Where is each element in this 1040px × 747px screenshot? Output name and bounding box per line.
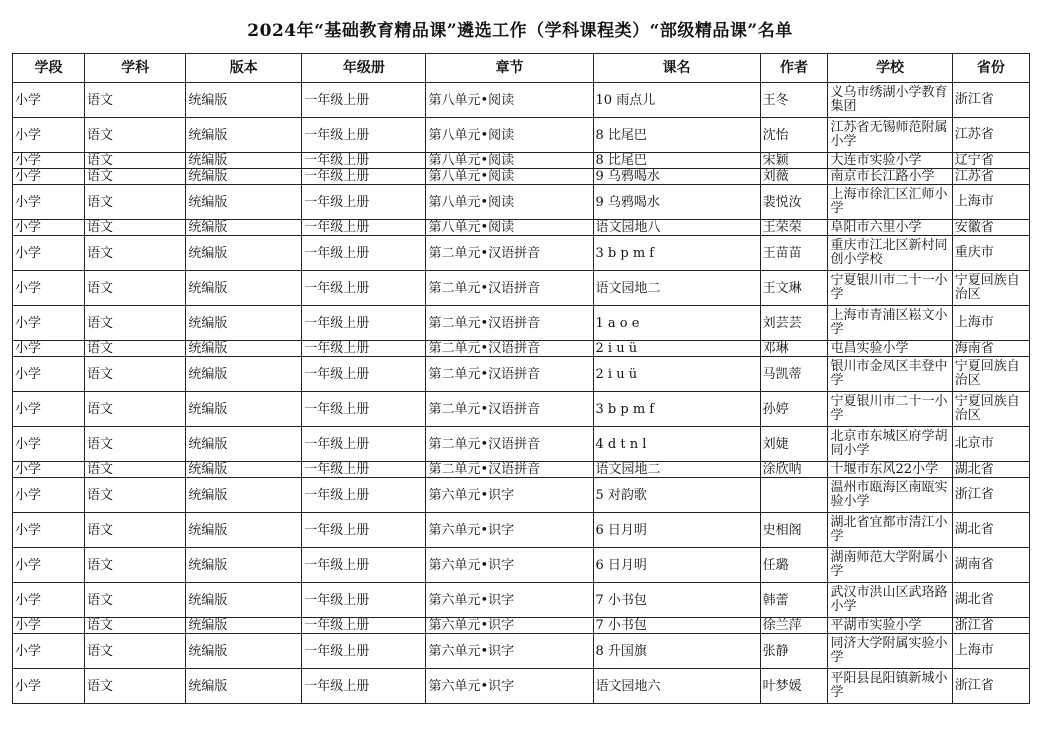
cell-lesson-name: 10 雨点儿 [593, 83, 760, 118]
cell-province: 重庆市 [952, 236, 1029, 271]
cell-grade-volume: 一年级上册 [302, 583, 426, 618]
cell-grade-volume: 一年级上册 [302, 236, 426, 271]
cell-stage: 小学 [13, 118, 85, 153]
cell-author: 刘芸芸 [760, 306, 828, 341]
cell-author: 沈怡 [760, 118, 828, 153]
cell-province: 浙江省 [952, 478, 1029, 513]
cell-lesson-name: 9 乌鸦喝水 [593, 169, 760, 185]
cell-edition: 统编版 [186, 220, 302, 236]
cell-stage: 小学 [13, 185, 85, 220]
cell-school: 义乌市绣湖小学教育集团 [828, 83, 952, 118]
cell-grade-volume: 一年级上册 [302, 271, 426, 306]
cell-province: 江苏省 [952, 169, 1029, 185]
cell-subject: 语文 [85, 478, 186, 513]
cell-school: 江苏省无锡师范附属小学 [828, 118, 952, 153]
cell-school: 同济大学附属实验小学 [828, 634, 952, 669]
page-title: 2024年“基础教育精品课”遴选工作（学科课程类）“部级精品课”名单 [247, 21, 793, 41]
cell-grade-volume: 一年级上册 [302, 618, 426, 634]
cell-edition: 统编版 [186, 392, 302, 427]
cell-lesson-name: 语文园地二 [593, 271, 760, 306]
cell-lesson-name: 7 小书包 [593, 618, 760, 634]
course-list-table [12, 53, 1030, 704]
cell-subject: 语文 [85, 306, 186, 341]
cell-province: 浙江省 [952, 83, 1029, 118]
cell-edition: 统编版 [186, 153, 302, 169]
cell-edition: 统编版 [186, 462, 302, 478]
table-row [13, 634, 1030, 669]
cell-chapter: 第二单元•汉语拼音 [426, 341, 593, 357]
cell-stage: 小学 [13, 83, 85, 118]
cell-province: 上海市 [952, 185, 1029, 220]
cell-stage: 小学 [13, 357, 85, 392]
table-row [13, 478, 1030, 513]
cell-grade-volume: 一年级上册 [302, 169, 426, 185]
cell-author: 宋颖 [760, 153, 828, 169]
table-row [13, 583, 1030, 618]
cell-lesson-name: 8 升国旗 [593, 634, 760, 669]
cell-grade-volume: 一年级上册 [302, 306, 426, 341]
cell-grade-volume: 一年级上册 [302, 478, 426, 513]
cell-grade-volume: 一年级上册 [302, 392, 426, 427]
cell-subject: 语文 [85, 118, 186, 153]
cell-subject: 语文 [85, 271, 186, 306]
cell-edition: 统编版 [186, 118, 302, 153]
cell-lesson-name: 语文园地八 [593, 220, 760, 236]
cell-chapter: 第六单元•识字 [426, 669, 593, 704]
cell-province: 北京市 [952, 427, 1029, 462]
cell-school: 宁夏银川市二十一小学 [828, 392, 952, 427]
cell-author: 孙婷 [760, 392, 828, 427]
cell-author: 韩蕾 [760, 583, 828, 618]
cell-grade-volume: 一年级上册 [302, 634, 426, 669]
cell-chapter: 第八单元•阅读 [426, 118, 593, 153]
cell-chapter: 第六单元•识字 [426, 478, 593, 513]
cell-grade-volume: 一年级上册 [302, 341, 426, 357]
table-row [13, 306, 1030, 341]
cell-author: 王荣荣 [760, 220, 828, 236]
cell-stage: 小学 [13, 669, 85, 704]
cell-school: 平湖市实验小学 [828, 618, 952, 634]
header-school: 学校 [828, 54, 952, 83]
cell-edition: 统编版 [186, 513, 302, 548]
cell-stage: 小学 [13, 271, 85, 306]
cell-grade-volume: 一年级上册 [302, 669, 426, 704]
header-edition: 版本 [186, 54, 302, 83]
cell-province: 上海市 [952, 306, 1029, 341]
cell-subject: 语文 [85, 220, 186, 236]
cell-province: 江苏省 [952, 118, 1029, 153]
cell-lesson-name: 6 日月明 [593, 513, 760, 548]
cell-chapter: 第八单元•阅读 [426, 83, 593, 118]
cell-stage: 小学 [13, 634, 85, 669]
table-row [13, 169, 1030, 185]
cell-author: 叶梦媛 [760, 669, 828, 704]
cell-stage: 小学 [13, 169, 85, 185]
cell-lesson-name: 6 日月明 [593, 548, 760, 583]
table-row [13, 618, 1030, 634]
cell-stage: 小学 [13, 427, 85, 462]
cell-grade-volume: 一年级上册 [302, 185, 426, 220]
cell-author: 史相阁 [760, 513, 828, 548]
cell-author: 邓琳 [760, 341, 828, 357]
cell-lesson-name: 2 i u ü [593, 341, 760, 357]
cell-chapter: 第六单元•识字 [426, 618, 593, 634]
cell-school: 南京市长江路小学 [828, 169, 952, 185]
cell-lesson-name: 语文园地二 [593, 462, 760, 478]
cell-province: 上海市 [952, 634, 1029, 669]
cell-school: 湖北省宜都市清江小学 [828, 513, 952, 548]
cell-school: 上海市青浦区崧文小学 [828, 306, 952, 341]
cell-school: 武汉市洪山区武珞路小学 [828, 583, 952, 618]
cell-chapter: 第二单元•汉语拼音 [426, 271, 593, 306]
cell-subject: 语文 [85, 427, 186, 462]
table-row [13, 153, 1030, 169]
table-row [13, 513, 1030, 548]
cell-stage: 小学 [13, 236, 85, 271]
cell-edition: 统编版 [186, 634, 302, 669]
cell-edition: 统编版 [186, 169, 302, 185]
cell-stage: 小学 [13, 618, 85, 634]
cell-subject: 语文 [85, 236, 186, 271]
cell-subject: 语文 [85, 462, 186, 478]
cell-author: 王文琳 [760, 271, 828, 306]
cell-subject: 语文 [85, 341, 186, 357]
cell-stage: 小学 [13, 220, 85, 236]
cell-school: 重庆市江北区新村同创小学校 [828, 236, 952, 271]
cell-stage: 小学 [13, 306, 85, 341]
cell-chapter: 第二单元•汉语拼音 [426, 357, 593, 392]
cell-chapter: 第八单元•阅读 [426, 153, 593, 169]
cell-province: 湖北省 [952, 583, 1029, 618]
cell-stage: 小学 [13, 583, 85, 618]
cell-edition: 统编版 [186, 306, 302, 341]
table-row [13, 83, 1030, 118]
cell-lesson-name: 1 a o e [593, 306, 760, 341]
cell-lesson-name: 9 乌鸦喝水 [593, 185, 760, 220]
cell-school: 十堰市东风22小学 [828, 462, 952, 478]
cell-province: 辽宁省 [952, 153, 1029, 169]
cell-chapter: 第八单元•阅读 [426, 220, 593, 236]
cell-edition: 统编版 [186, 236, 302, 271]
cell-grade-volume: 一年级上册 [302, 427, 426, 462]
cell-author: 刘薇 [760, 169, 828, 185]
cell-stage: 小学 [13, 548, 85, 583]
cell-author: 裴悦汝 [760, 185, 828, 220]
cell-school: 温州市瓯海区南瓯实验小学 [828, 478, 952, 513]
header-author: 作者 [760, 54, 828, 83]
cell-school: 宁夏银川市二十一小学 [828, 271, 952, 306]
cell-grade-volume: 一年级上册 [302, 462, 426, 478]
cell-grade-volume: 一年级上册 [302, 153, 426, 169]
header-province: 省份 [952, 54, 1029, 83]
cell-chapter: 第六单元•识字 [426, 548, 593, 583]
cell-author [760, 478, 828, 513]
cell-edition: 统编版 [186, 357, 302, 392]
cell-grade-volume: 一年级上册 [302, 83, 426, 118]
cell-province: 安徽省 [952, 220, 1029, 236]
cell-school: 阜阳市六里小学 [828, 220, 952, 236]
cell-subject: 语文 [85, 185, 186, 220]
cell-edition: 统编版 [186, 669, 302, 704]
cell-school: 银川市金凤区丰登中学 [828, 357, 952, 392]
cell-author: 马凯蒂 [760, 357, 828, 392]
cell-edition: 统编版 [186, 341, 302, 357]
cell-chapter: 第六单元•识字 [426, 583, 593, 618]
cell-lesson-name: 8 比尾巴 [593, 118, 760, 153]
cell-chapter: 第二单元•汉语拼音 [426, 427, 593, 462]
cell-school: 上海市徐汇区汇师小学 [828, 185, 952, 220]
cell-edition: 统编版 [186, 618, 302, 634]
table-row [13, 548, 1030, 583]
cell-grade-volume: 一年级上册 [302, 118, 426, 153]
header-grade-volume: 年级册 [302, 54, 426, 83]
cell-edition: 统编版 [186, 271, 302, 306]
cell-subject: 语文 [85, 169, 186, 185]
cell-chapter: 第二单元•汉语拼音 [426, 236, 593, 271]
cell-province: 海南省 [952, 341, 1029, 357]
cell-subject: 语文 [85, 634, 186, 669]
cell-province: 湖南省 [952, 548, 1029, 583]
cell-school: 北京市东城区府学胡同小学 [828, 427, 952, 462]
table-row [13, 118, 1030, 153]
table-row [13, 462, 1030, 478]
cell-subject: 语文 [85, 618, 186, 634]
cell-author: 王苗苗 [760, 236, 828, 271]
table-row [13, 341, 1030, 357]
table-row [13, 185, 1030, 220]
cell-chapter: 第八单元•阅读 [426, 169, 593, 185]
cell-chapter: 第二单元•汉语拼音 [426, 306, 593, 341]
cell-chapter: 第二单元•汉语拼音 [426, 462, 593, 478]
cell-lesson-name: 2 i u ü [593, 357, 760, 392]
cell-grade-volume: 一年级上册 [302, 357, 426, 392]
cell-stage: 小学 [13, 392, 85, 427]
cell-school: 平阳县昆阳镇新城小学 [828, 669, 952, 704]
cell-chapter: 第八单元•阅读 [426, 185, 593, 220]
header-stage: 学段 [13, 54, 85, 83]
cell-edition: 统编版 [186, 478, 302, 513]
cell-province: 湖北省 [952, 513, 1029, 548]
cell-subject: 语文 [85, 669, 186, 704]
cell-grade-volume: 一年级上册 [302, 548, 426, 583]
cell-school: 屯昌实验小学 [828, 341, 952, 357]
cell-grade-volume: 一年级上册 [302, 220, 426, 236]
cell-author: 徐兰萍 [760, 618, 828, 634]
cell-subject: 语文 [85, 513, 186, 548]
cell-province: 浙江省 [952, 618, 1029, 634]
cell-stage: 小学 [13, 462, 85, 478]
cell-stage: 小学 [13, 341, 85, 357]
cell-grade-volume: 一年级上册 [302, 513, 426, 548]
table-row [13, 357, 1030, 392]
cell-edition: 统编版 [186, 427, 302, 462]
cell-province: 宁夏回族自治区 [952, 357, 1029, 392]
cell-author: 王冬 [760, 83, 828, 118]
cell-stage: 小学 [13, 478, 85, 513]
cell-chapter: 第六单元•识字 [426, 513, 593, 548]
cell-edition: 统编版 [186, 185, 302, 220]
cell-lesson-name: 7 小书包 [593, 583, 760, 618]
cell-province: 宁夏回族自治区 [952, 392, 1029, 427]
cell-edition: 统编版 [186, 583, 302, 618]
cell-province: 浙江省 [952, 669, 1029, 704]
cell-author: 涂欣呐 [760, 462, 828, 478]
cell-province: 宁夏回族自治区 [952, 271, 1029, 306]
cell-subject: 语文 [85, 357, 186, 392]
table-row [13, 271, 1030, 306]
cell-stage: 小学 [13, 513, 85, 548]
cell-school: 大连市实验小学 [828, 153, 952, 169]
cell-subject: 语文 [85, 83, 186, 118]
table-row [13, 220, 1030, 236]
cell-lesson-name: 语文园地六 [593, 669, 760, 704]
table-row [13, 236, 1030, 271]
cell-edition: 统编版 [186, 83, 302, 118]
header-subject: 学科 [85, 54, 186, 83]
cell-lesson-name: 8 比尾巴 [593, 153, 760, 169]
table-row [13, 669, 1030, 704]
cell-chapter: 第二单元•汉语拼音 [426, 392, 593, 427]
cell-lesson-name: 4 d t n l [593, 427, 760, 462]
cell-author: 张静 [760, 634, 828, 669]
cell-subject: 语文 [85, 548, 186, 583]
cell-school: 湖南师范大学附属小学 [828, 548, 952, 583]
cell-edition: 统编版 [186, 548, 302, 583]
cell-lesson-name: 3 b p m f [593, 392, 760, 427]
cell-subject: 语文 [85, 392, 186, 427]
cell-author: 任璐 [760, 548, 828, 583]
cell-province: 湖北省 [952, 462, 1029, 478]
cell-stage: 小学 [13, 153, 85, 169]
header-chapter: 章节 [426, 54, 593, 83]
cell-subject: 语文 [85, 153, 186, 169]
cell-lesson-name: 3 b p m f [593, 236, 760, 271]
cell-lesson-name: 5 对韵歌 [593, 478, 760, 513]
header-lesson-name: 课名 [593, 54, 760, 83]
cell-author: 刘婕 [760, 427, 828, 462]
table-row [13, 392, 1030, 427]
cell-subject: 语文 [85, 583, 186, 618]
table-header-row [13, 54, 1030, 83]
table-row [13, 427, 1030, 462]
cell-chapter: 第六单元•识字 [426, 634, 593, 669]
